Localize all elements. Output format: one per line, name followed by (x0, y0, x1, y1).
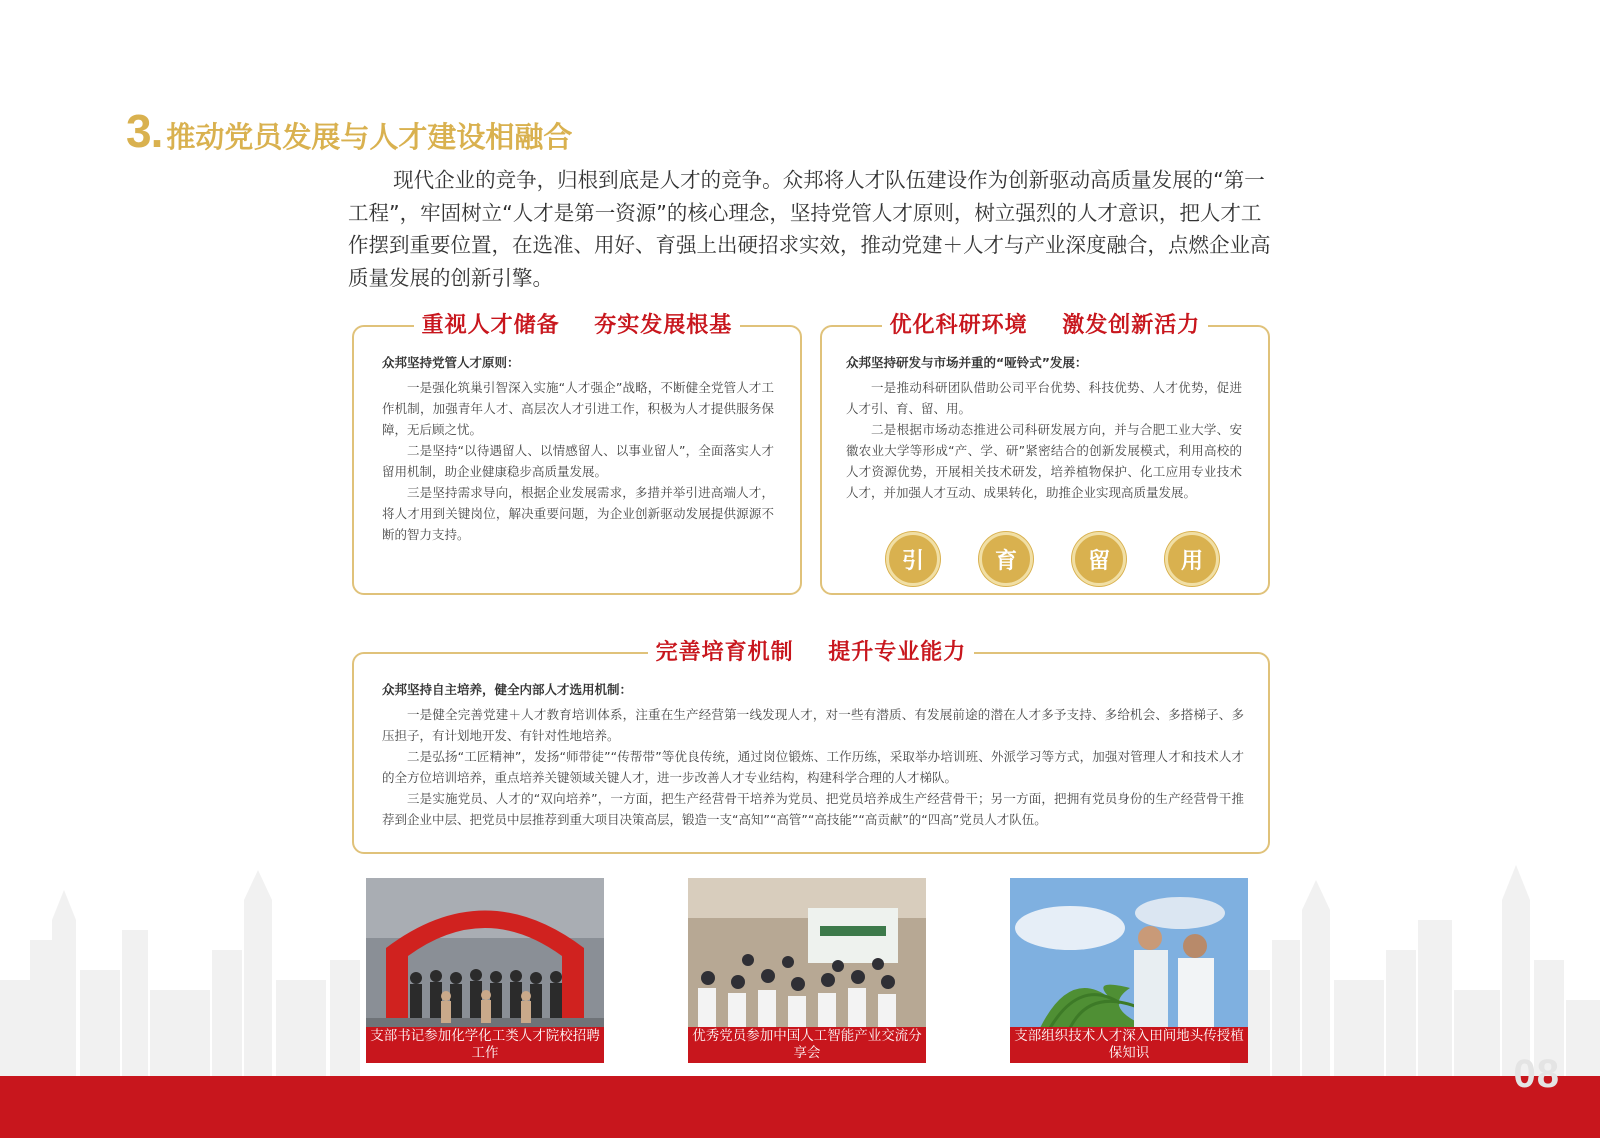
circle-badge: 用 (1165, 532, 1219, 586)
talent-reserve-heading: 重视人才储备 夯实发展根基 (414, 313, 741, 338)
research-environment-box (820, 313, 1270, 595)
photo-recruitment (366, 878, 604, 1063)
training-mechanism-box (352, 640, 1270, 854)
section-heading: 推动党员发展与人才建设相融合 (166, 120, 573, 154)
paragraph: 三是实施党员、人才的“双向培养”，一方面，把生产经营骨干培养为党员、把党员培养成生产经营骨干；另一方面，把拥有党员身份的生产经营骨干推荐到企业中层、把党员中层推荐到重大项目决策高层，锻造一支“高知”“高管”“高技能”“高贡献”的“四高”党员人才队伍。 (382, 791, 1244, 827)
talent-circles (886, 532, 1219, 586)
paragraph: 一是强化筑巢引智深入实施“人才强企”战略，不断健全党管人才工作机制，加强青年人才、高层次人才引进工作，积极为人才提供服务保障，无后顾之忧。 (382, 380, 774, 437)
box-body (846, 377, 1242, 503)
intro-text (348, 164, 1272, 294)
photo-caption: 支部组织技术人才深入田间地头传授植保知识 (1010, 1027, 1248, 1063)
section-title (126, 104, 572, 158)
research-environment-heading: 优化科研环境 激发创新活力 (882, 313, 1209, 338)
page-number: 08 (1513, 1052, 1560, 1096)
paragraph: 二是坚持“以待遇留人、以情感留人、以事业留人”，全面落实人才留用机制，助企业健康稳步高质量发展。 (382, 443, 774, 479)
footer-bar (0, 1076, 1600, 1138)
photo-field-training (1010, 878, 1248, 1063)
box-lead: 众邦坚持研发与市场并重的“哑铃式”发展： (846, 355, 1088, 370)
box-body (382, 377, 774, 545)
paragraph: 一是推动科研团队借助公司平台优势、科技优势、人才优势，促进人才引、育、留、用。 (846, 380, 1242, 416)
box-lead: 众邦坚持党管人才原则： (382, 355, 520, 370)
paragraph: 二是根据市场动态推进公司科研发展方向，并与合肥工业大学、安徽农业大学等形成“产、学、研”紧密结合的创新发展模式，利用高校的人才资源优势，开展相关技术研发，培养植物保护、化工应用专业技术人才，并加强人才互动、成果转化，助推企业实现高质量发展。 (846, 422, 1242, 500)
photo-caption: 优秀党员参加中国人工智能产业交流分享会 (688, 1027, 926, 1063)
paragraph: 二是弘扬“工匠精神”，发扬“师带徒”“传帮带”等优良传统，通过岗位锻炼、工作历练，采取举办培训班、外派学习等方式，加强对管理人才和技术人才的全方位培训培养，重点培养关键领域关键人才，进一步改善人才专业结构，构建科学合理的人才梯队。 (382, 749, 1244, 785)
talent-reserve-box (352, 313, 802, 595)
box-heading (822, 308, 1268, 339)
photo-ai-conference (688, 878, 926, 1063)
paragraph: 一是健全完善党建＋人才教育培训体系，注重在生产经营第一线发现人才，对一些有潜质、有发展前途的潜在人才多予支持、多给机会、多搭梯子、多压担子，有计划地开发、有针对性地培养。 (382, 707, 1244, 743)
box-heading (354, 308, 800, 339)
box-body (382, 704, 1244, 830)
circle-badge: 留 (1072, 532, 1126, 586)
paragraph: 三是坚持需求导向，根据企业发展需求，多措并举引进高端人才，将人才用到关键岗位，解决重要问题，为企业创新驱动发展提供源源不断的智力支持。 (382, 485, 774, 542)
circle-badge: 引 (886, 532, 940, 586)
intro-paragraph: 现代企业的竞争，归根到底是人才的竞争。众邦将人才队伍建设作为创新驱动高质量发展的“第一工程”，牢固树立“人才是第一资源”的核心理念，坚持党管人才原则，树立强烈的人才意识，把人才工作摆到重要位置，在选准、用好、育强上出硬招求实效，推动党建＋人才与产业深度融合，点燃企业高质量发展的创新引擎。 (348, 168, 1271, 290)
photo-caption: 支部书记参加化学化工类人才院校招聘工作 (366, 1027, 604, 1063)
section-number: 3. (126, 105, 163, 157)
box-lead: 众邦坚持自主培养，健全内部人才选用机制： (382, 682, 633, 697)
training-mechanism-heading: 完善培育机制 提升专业能力 (648, 640, 975, 665)
box-heading (354, 635, 1268, 666)
circle-badge: 育 (979, 532, 1033, 586)
